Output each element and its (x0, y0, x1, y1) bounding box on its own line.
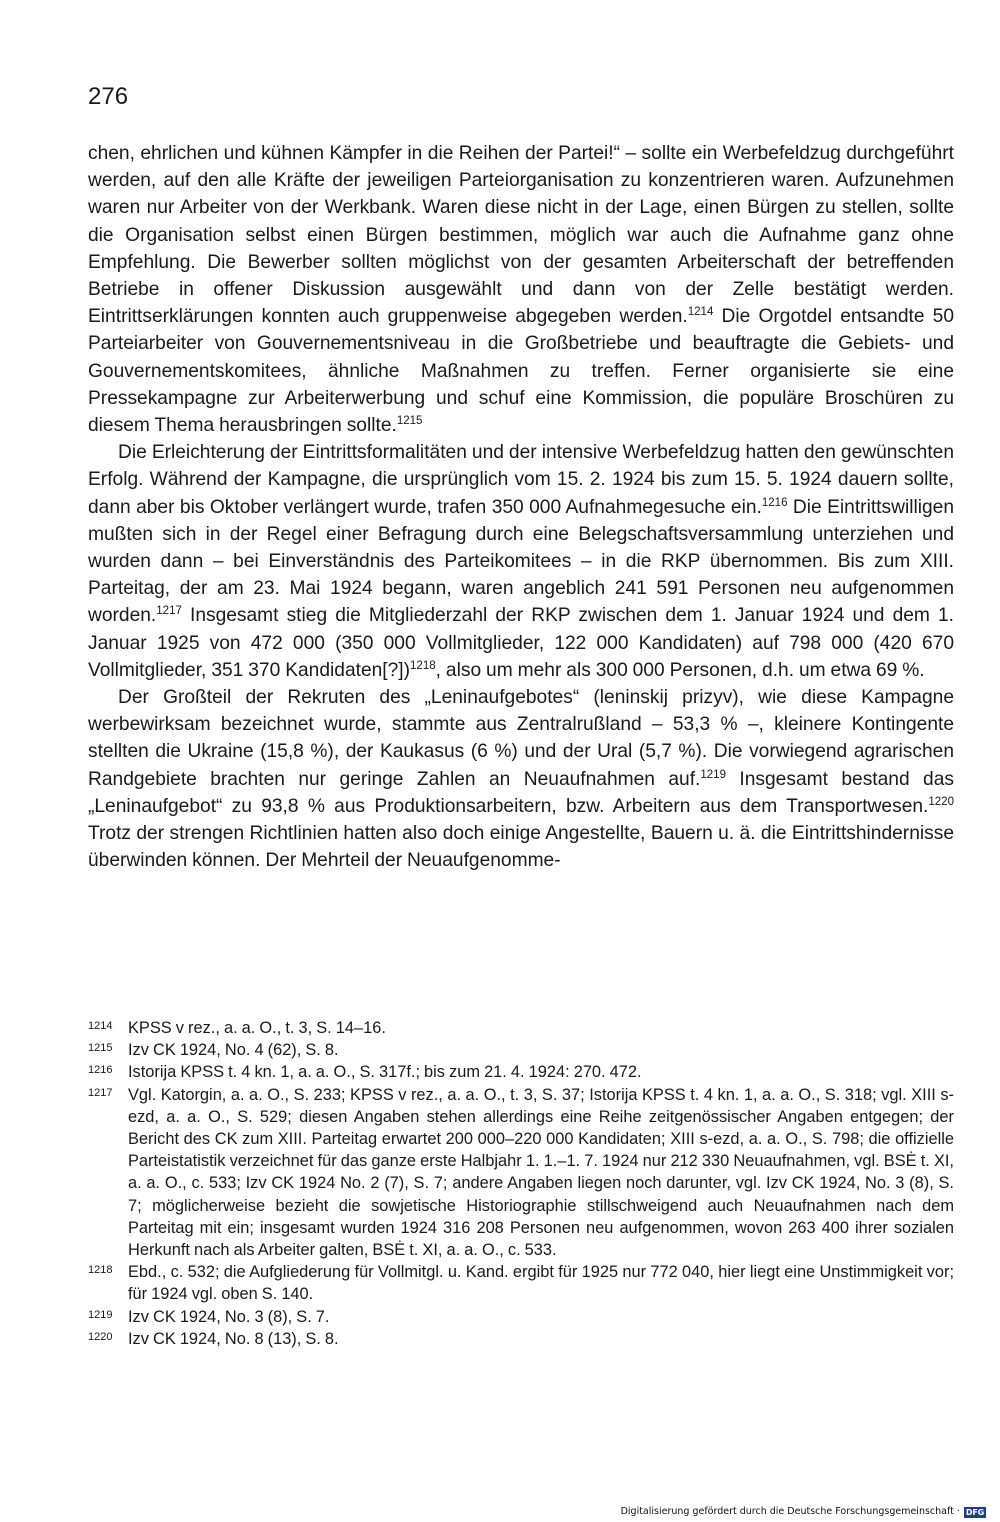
paragraph-text: Insgesamt bestand das „Leninaufgebot“ zu 93,8 % aus Produktionsarbeitern, bzw. Arbeitern aus dem Transportwesen. (88, 768, 954, 817)
footnote-ref[interactable]: 1216 (761, 496, 788, 509)
paragraph (88, 140, 954, 439)
footnote-number: 1215 (88, 1042, 113, 1055)
footnotes (88, 1017, 954, 1350)
footnote (88, 1061, 954, 1083)
footnote-text: Izv CK 1924, No. 8 (13), S. 8. (128, 1329, 339, 1348)
footnote (88, 1306, 954, 1328)
paragraph (88, 684, 954, 874)
footnote-text: Izv CK 1924, No. 4 (62), S. 8. (128, 1041, 339, 1060)
main-text (88, 140, 954, 874)
paragraph (88, 439, 954, 684)
credit-text: Digitalisierung gefördert durch die Deutsche Forschungsgemeinschaft · (620, 1506, 960, 1517)
footnote-number: 1219 (88, 1308, 113, 1321)
footnote (88, 1261, 954, 1305)
footnote-text: Vgl. Katorgin, a. a. O., S. 233; KPSS v rez., a. a. O., t. 3, S. 37; Istorija KPSS t. 4 kn. 1, a. a. O., S. 318; vgl. XIII s-ezd, a. a. O., S. 529; diesen Angaben stehen allerdings eine Reihe zeitgenössischer Angaben entgegen; der Bericht des CK zum XIII. Parteitag erwartet 200 000–220 000 Kandidaten; XIII s-ezd, a. a. O., S. 798; die offizielle Parteistatistik verzeichnet für das ganze erste Halbjahr 1. 1.–1. 7. 1924 nur 212 330 Neuaufnahmen, vgl. BSĖ t. XI, a. a. O., c. 533; Izv CK 1924 No. 2 (7), S. 7; andere Angaben liegen noch darunter, vgl. Izv CK 1924, No. 3 (8), S. 7; möglicherweise bezieht die sowjetische Historiographie stillschweigend auch Neuaufnahmen nach dem Parteitag mit ein; insgesamt wurden 1924 316 208 Personen neu aufgenommen, wovon 263 400 ihrer sozialen Herkunft nach als Arbeiter galten, BSĖ t. XI, a. a. O., c. 533. (128, 1085, 954, 1260)
footnote-text: Ebd., c. 532; die Aufgliederung für Vollmitgl. u. Kand. ergibt für 1925 nur 772 040, hier liegt eine Unstimmigkeit vor; für 1924 vgl. oben S. 140. (128, 1263, 954, 1304)
footnote (88, 1039, 954, 1061)
paragraph-text: Trotz der strengen Richtlinien hatten also doch einige Angestellte, Bauern u. ä. die Eintrittshindernisse überwinden können. Der Mehrteil der Neuaufgenomme- (88, 823, 954, 872)
footnote (88, 1017, 954, 1039)
footnote (88, 1328, 954, 1350)
dfg-logo: DFG (965, 1507, 984, 1517)
footnote-number: 1217 (88, 1086, 113, 1099)
footnote-text: Izv CK 1924, No. 3 (8), S. 7. (128, 1307, 330, 1326)
paragraph-text: Die Eintrittswilligen mußten sich in der Regel einer Befragung durch eine Belegschaftsversammlung unterziehen und wurden dann – bei Einverständnis des Parteikomitees – in die RKP übernommen. Bis zum XIII. Parteitag, der am 23. Mai 1924 begann, waren angeblich 241 591 Personen neu aufgenommen worden. (88, 496, 955, 627)
page-number: 276 (88, 83, 129, 110)
paragraph-text: chen, ehrlichen und kühnen Kämpfer in die Reihen der Partei!“ – sollte ein Werbefeldzug durchgeführt werden, auf den alle Kräfte der jeweiligen Parteiorganisation zu konzentrieren waren. Aufzunehmen waren nur Arbeiter von der Werkbank. Waren diese nicht in der Lage, einen Bürgen zu stellen, sollte die Organisation selbst einen Bürgen bestimmen, möglich war auch die Aufnahme ganz ohne Empfehlung. Die Bewerber sollten möglichst von der gesamten Arbeiterschaft der betreffenden Betriebe in offener Diskussion ausgewählt und dann von der Zelle bestätigt werden. Eintrittserklärungen konnten auch gruppenweise abgegeben werden. (88, 143, 954, 328)
footnote-text: Istorija KPSS t. 4 kn. 1, a. a. O., S. 317f.; bis zum 21. 4. 1924: 270. 472. (128, 1063, 642, 1082)
footnote-ref[interactable]: 1215 (396, 415, 423, 428)
footnote-ref[interactable]: 1217 (156, 605, 182, 618)
paragraph-text: , also um mehr als 300 000 Personen, d.h. um etwa 69 %. (435, 659, 925, 681)
digitization-credit (621, 1506, 986, 1518)
paragraph-text: Insgesamt stieg die Mitgliederzahl der RKP zwischen dem 1. Januar 1924 und dem 1. Januar 1925 von 472 000 (350 000 Vollmitglieder, 122 000 Kandidaten) auf 798 000 (420 670 Vollmitglieder, 351 370 Kandidaten[?]) (88, 605, 954, 681)
paragraph-text: Die Orgotdel entsandte 50 Parteiarbeiter von Gouvernementsniveau in die Großbetriebe und beauftragte die Gebiets- und Gouvernementskomitees, ähnliche Maßnahmen zu treffen. Ferner organisierte sie eine Pressekampagne zur Arbeiterwerbung und schuf eine Kommission, die populäre Broschüren zu diesem Thema herausbringen sollte. (88, 306, 955, 437)
footnote-text: KPSS v rez., a. a. O., t. 3, S. 14–16. (128, 1019, 386, 1037)
footnote-ref[interactable]: 1219 (700, 768, 726, 781)
paragraph-text: Der Großteil der Rekruten des „Leninaufgebotes“ (leninskij prizyv), wie diese Kampagne werbewirksam bezeichnet wurde, stammte aus Zentralrußland – 53,3 % –, kleinere Kontingente stellten die Ukraine (15,8 %), der Kaukasus (6 %) und der Ural (5,7 %). Die vorwiegend agrarischen Randgebiete brachten nur geringe Zahlen an Neuaufnahmen auf. (88, 687, 954, 790)
footnote-number: 1218 (88, 1264, 113, 1277)
paragraph-text: Die Erleichterung der Eintrittsformalitäten und der intensive Werbefeldzug hatten den gewünschten Erfolg. Während der Kampagne, die ursprünglich vom 15. 2. 1924 bis zum 15. 5. 1924 dauern sollte, dann aber bis Oktober verlängert wurde, trafen 350 000 Aufnahmegesuche ein. (88, 442, 954, 518)
footnote-number: 1220 (88, 1330, 113, 1343)
footnote (88, 1084, 954, 1262)
footnote-ref[interactable]: 1214 (687, 306, 714, 319)
footnote-ref[interactable]: 1220 (928, 795, 954, 808)
footnote-ref[interactable]: 1218 (410, 659, 436, 672)
footnote-number: 1216 (88, 1064, 113, 1077)
footnote-number: 1214 (88, 1020, 113, 1032)
